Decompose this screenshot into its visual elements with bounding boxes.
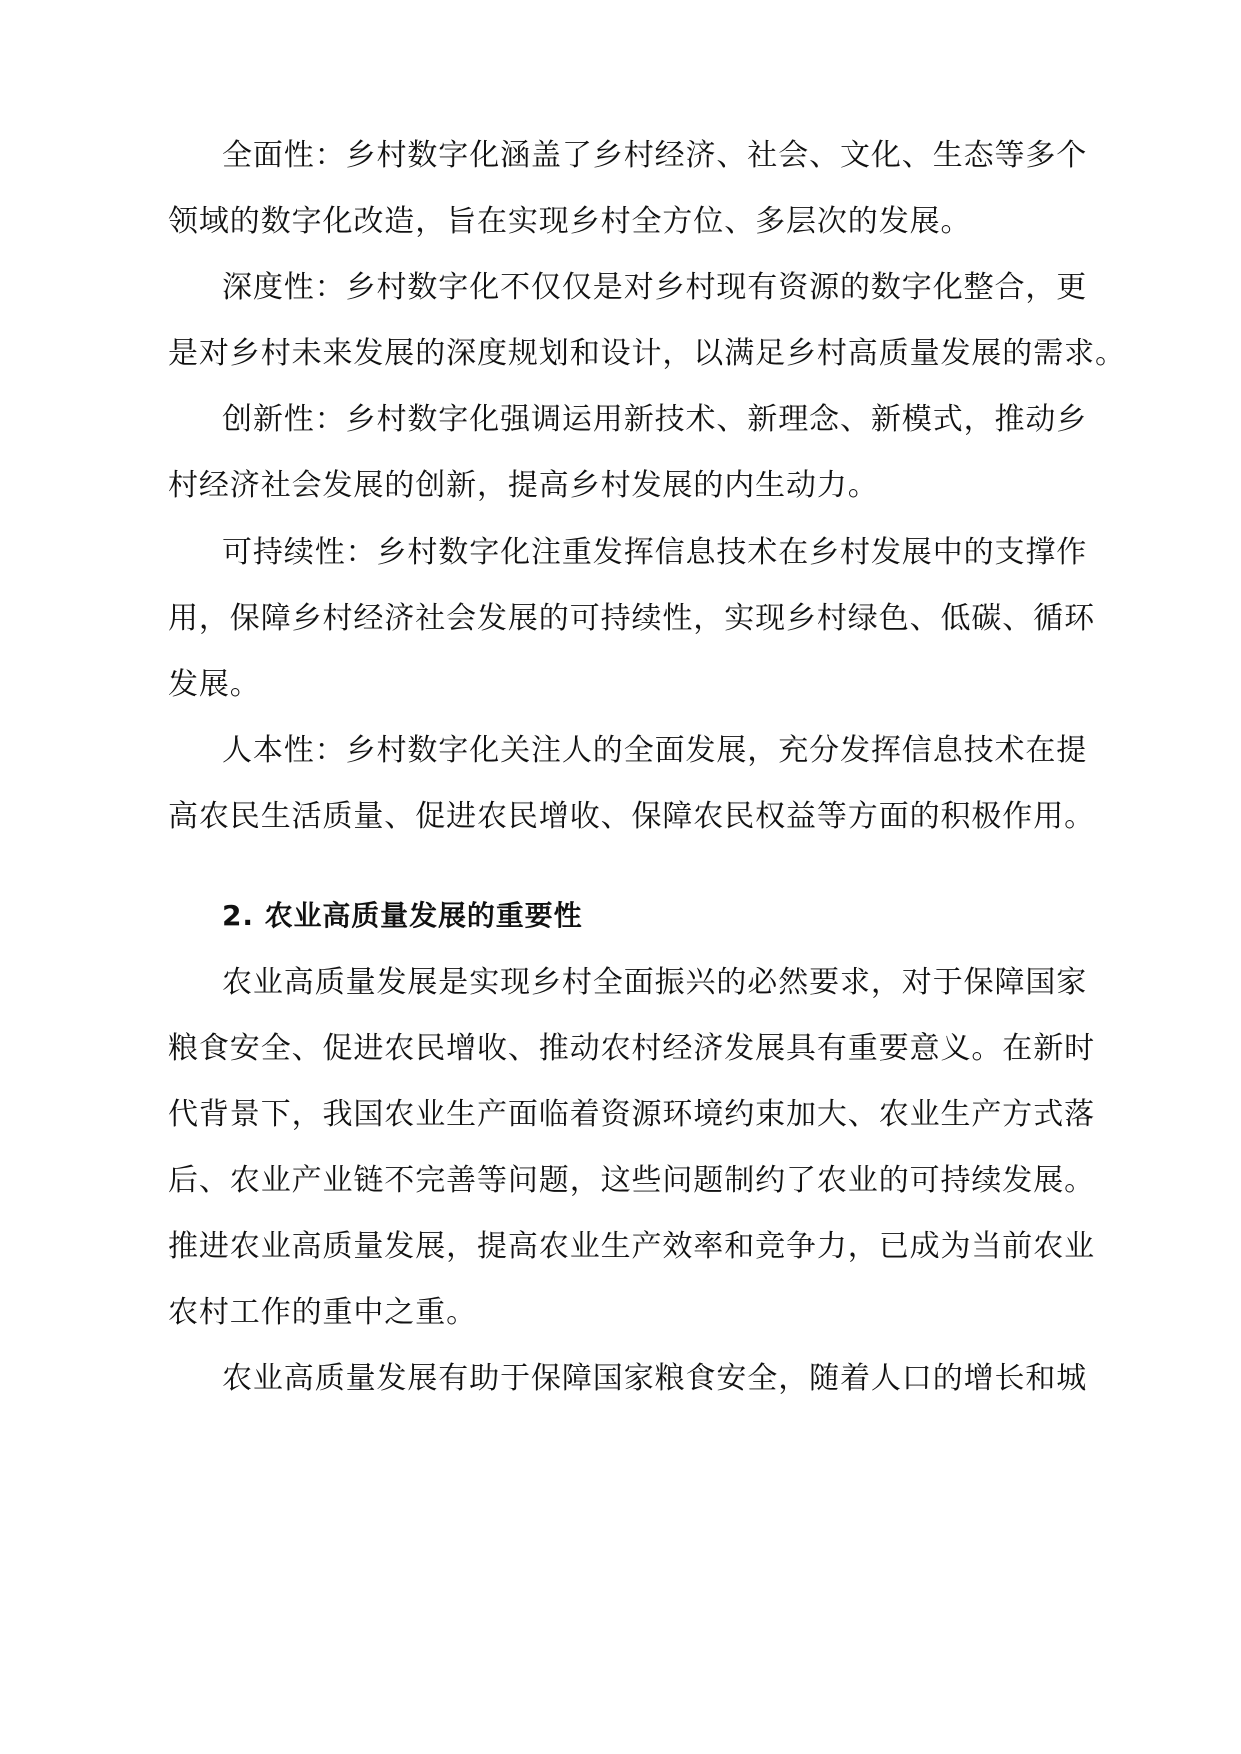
- paragraph-2-line-1: 深度性：乡村数字化不仅仅是对乡村现有资源的数字化整合，更: [222, 270, 1088, 305]
- section-paragraph-1-line-6: 农村工作的重中之重。: [168, 1295, 477, 1330]
- paragraph-5-line-1: 人本性：乡村数字化关注人的全面发展，充分发挥信息技术在提: [222, 733, 1088, 768]
- section-paragraph-1-line-1: 农业高质量发展是实现乡村全面振兴的必然要求，对于保障国家: [222, 965, 1088, 1000]
- section-paragraph-1-line-3: 代背景下，我国农业生产面临着资源环境约束加大、农业生产方式落: [168, 1097, 1095, 1132]
- section-paragraph-1-line-5: 推进农业高质量发展，提高农业生产效率和竞争力，已成为当前农业: [168, 1229, 1095, 1264]
- paragraph-3-line-2: 村经济社会发展的创新，提高乡村发展的内生动力。: [168, 468, 879, 503]
- paragraph-4-line-2: 用，保障乡村经济社会发展的可持续性，实现乡村绿色、低碳、循环: [168, 601, 1095, 636]
- section-heading: 2. 农业高质量发展的重要性: [222, 899, 583, 932]
- section-paragraph-1-line-4: 后、农业产业链不完善等问题，这些问题制约了农业的可持续发展。: [168, 1163, 1095, 1198]
- section-paragraph-1-line-2: 粮食安全、促进农民增收、推动农村经济发展具有重要意义。在新时: [168, 1031, 1095, 1066]
- section-paragraph-2-line-1: 农业高质量发展有助于保障国家粮食安全，随着人口的增长和城: [222, 1361, 1088, 1396]
- paragraph-5-line-2: 高农民生活质量、促进农民增收、保障农民权益等方面的积极作用。: [168, 799, 1095, 834]
- paragraph-3-line-1: 创新性：乡村数字化强调运用新技术、新理念、新模式，推动乡: [222, 402, 1088, 437]
- paragraph-2-line-2: 是对乡村未来发展的深度规划和设计，以满足乡村高质量发展的需求。: [168, 336, 1126, 371]
- paragraph-4-line-3: 发展。: [168, 667, 261, 702]
- paragraph-1-line-1: 全面性：乡村数字化涵盖了乡村经济、社会、文化、生态等多个: [222, 138, 1088, 173]
- paragraph-1-line-2: 领域的数字化改造，旨在实现乡村全方位、多层次的发展。: [168, 204, 972, 239]
- paragraph-4-line-1: 可持续性：乡村数字化注重发挥信息技术在乡村发展中的支撑作: [222, 535, 1088, 570]
